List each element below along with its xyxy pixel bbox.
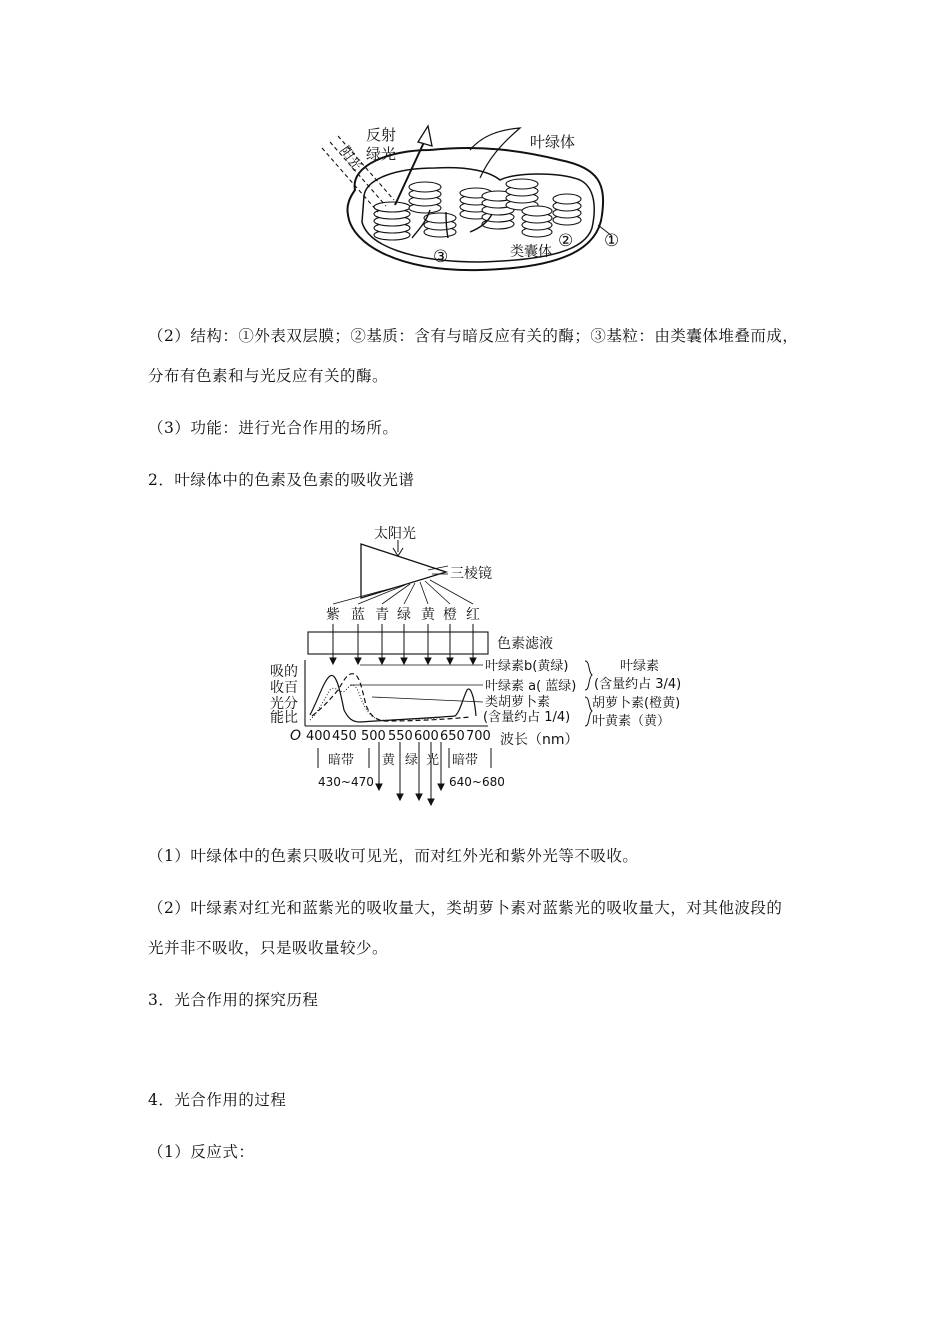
color-green: 绿 (397, 607, 411, 623)
svg-text:600: 600 (414, 729, 439, 744)
svg-text:黄: 黄 (382, 753, 396, 768)
color-orange: 橙 (443, 607, 457, 623)
legend-carotenoids-1: 类胡萝卜素 (485, 695, 551, 710)
label-reflect-2: 绿光 (366, 145, 397, 163)
heading-4: 4．光合作用的过程 (148, 1091, 287, 1109)
svg-text:550: 550 (388, 729, 413, 744)
prism (361, 544, 446, 598)
marker-2: ② (558, 231, 574, 251)
granum (506, 179, 538, 210)
marker-1: ① (604, 231, 620, 251)
legend-chlorophyll-a: 叶绿素 a( 蓝绿) (485, 679, 577, 694)
color-violet: 紫 (326, 607, 340, 623)
color-cyan: 青 (375, 607, 389, 623)
para-structure-line2: 分布有色素和与光反应有关的酶。 (148, 367, 389, 385)
granum (424, 213, 456, 237)
svg-text:吸的: 吸的 (270, 664, 298, 680)
color-red: 红 (466, 607, 480, 623)
label-sunlight: 太阳光 (374, 526, 416, 542)
para-structure (148, 316, 828, 396)
svg-text:光分: 光分 (270, 696, 298, 712)
curve-carotenoids (310, 685, 440, 720)
svg-text:能比: 能比 (270, 710, 298, 726)
granum (553, 194, 581, 225)
label-sunlight: 阳光 (336, 143, 364, 174)
label-thylakoid: 类囊体 (510, 244, 552, 260)
granum (522, 206, 552, 237)
svg-text:500: 500 (361, 729, 386, 744)
svg-text:绿: 绿 (405, 753, 419, 768)
curve-chlorophyll-b (312, 674, 470, 721)
chloroplast-figure (318, 110, 638, 285)
para-structure-line1: （2）结构：①外表双层膜；②基质：含有与暗反应有关的酶；③基粒：由类囊体堆叠而成， (148, 327, 799, 345)
bright-band (382, 752, 439, 768)
x-ticks (306, 729, 491, 744)
dark-band-2-range: 640~680 (449, 775, 505, 789)
para-pigment-visible: （1）叶绿体中的色素只吸收可见光，而对红外光和紫外光等不吸收。 (148, 847, 639, 865)
curve-chlorophyll-a (310, 675, 476, 722)
svg-text:光: 光 (426, 753, 440, 768)
label-prism: 三棱镜 (450, 566, 492, 582)
group-chlorophyll-share: (含量约占 3/4) (594, 677, 682, 692)
dark-band-1-range: 430~470 (318, 775, 374, 789)
grana-stacks (374, 179, 581, 240)
granum (374, 202, 410, 240)
label-reflect-1: 反射 (366, 126, 397, 144)
para-absorption-line1: （2）叶绿素对红光和蓝紫光的吸收量大，类胡萝卜素对蓝紫光的吸收量大，对其他波段的 (148, 899, 783, 917)
absorption-spectrum-figure (270, 520, 690, 820)
origin-label: O (290, 728, 302, 744)
light-arrows (330, 624, 476, 664)
dark-band-1: 暗带 (328, 753, 355, 768)
label-filter: 色素滤液 (497, 636, 553, 652)
svg-text:收百: 收百 (270, 680, 298, 696)
label-xanthophyll: 叶黄素（黄） (592, 714, 671, 729)
svg-text:400: 400 (306, 729, 331, 744)
color-yellow: 黄 (421, 607, 435, 623)
pigment-filter-box (308, 632, 488, 654)
transmitted-arrows (376, 742, 444, 805)
legend-chlorophyll-b: 叶绿素b(黄绿) (485, 659, 569, 674)
marker-3: ③ (433, 247, 449, 267)
legend (483, 659, 576, 725)
label-chloroplast: 叶绿体 (530, 133, 576, 151)
spectrum-colors (326, 606, 480, 623)
svg-text:450: 450 (332, 729, 357, 744)
x-axis-label: 波长（nm） (500, 732, 579, 748)
legend-carotenoids-2: (含量约占 1/4) (483, 710, 571, 725)
heading-3: 3．光合作用的探究历程 (148, 991, 319, 1009)
color-blue: 蓝 (351, 607, 365, 623)
dark-band-2: 暗带 (452, 753, 479, 768)
y-axis-label (270, 664, 298, 726)
heading-2: 2．叶绿体中的色素及色素的吸收光谱 (148, 471, 415, 489)
para-function: （3）功能：进行光合作用的场所。 (148, 419, 399, 437)
svg-text:700: 700 (466, 729, 491, 744)
group-chlorophyll: 叶绿素 (620, 659, 660, 674)
granum (409, 182, 441, 213)
svg-text:650: 650 (440, 729, 465, 744)
para-absorption (148, 888, 828, 968)
para-reaction: （1）反应式： (148, 1143, 255, 1161)
para-absorption-line2: 光并非不吸收，只是吸收量较少。 (148, 939, 389, 957)
label-carotene: 胡萝卜素(橙黄) (592, 696, 681, 711)
